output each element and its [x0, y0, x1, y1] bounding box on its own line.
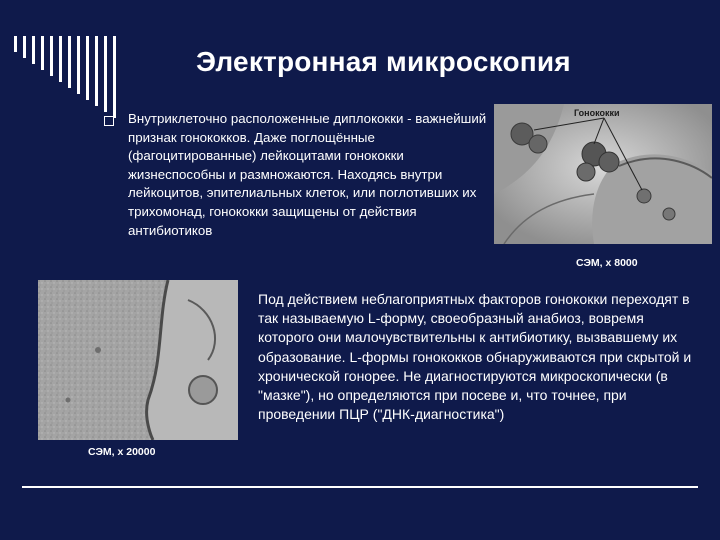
micrograph-l-form [38, 280, 238, 440]
slide-title: Электронная микроскопия [196, 46, 571, 77]
paragraph-l-form: Под действием неблагоприятных факторов гонококки переходят в так называемую L-форму, своеобразный анабиоз, вовремя которого они малочувствительны к антибиотику, вызвавшему их образование. L-формы гонококков обнаруживаются при скрытой и хронической гонорее. Не диагностируются микроскопически (в "мазке"), но определяются при посеве и, что точнее, при проведении ПЦР ("ДНК-диагностика") [258, 291, 692, 423]
bottom-divider [22, 486, 698, 488]
caption-sem-20000: СЭМ, х 20000 [88, 446, 156, 458]
micrograph-gonococci [494, 104, 712, 244]
paragraph-intracellular: Внутриклеточно расположенные диплококки - важнейший признак гонококков. Даже поглощённые (фагоцитированные) лейкоцитами гонококки жизнеспособны и размножаются. Находясь внутри лейкоцитов, эпителиальных клеток, или поглотивших их трихомонад, гонококки защищены от действия антибиотиков [128, 111, 487, 238]
micrograph-label: Гонококки [574, 108, 620, 118]
caption-sem-8000: СЭМ, х 8000 [576, 257, 638, 269]
bullet-square-icon [104, 116, 114, 126]
decorative-bars [14, 36, 116, 118]
